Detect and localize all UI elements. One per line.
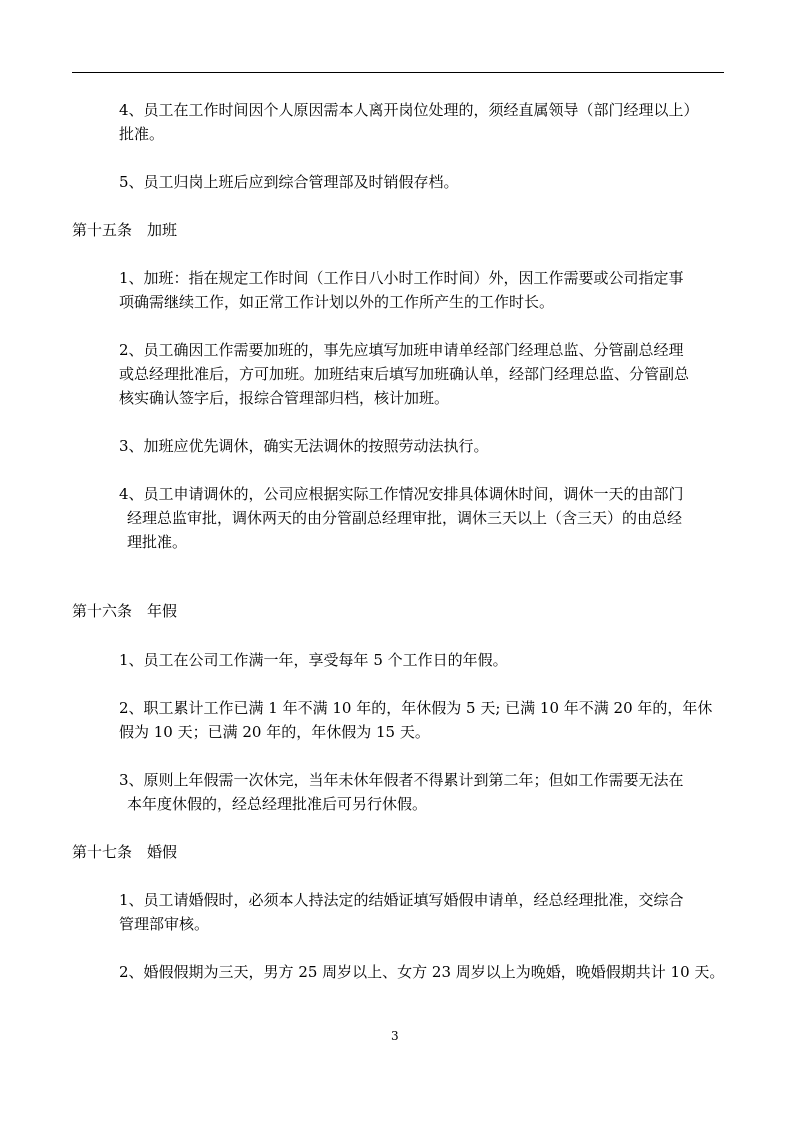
header-rule <box>72 72 724 73</box>
s15-item1-line2: 项确需继续工作，如正常工作计划以外的工作所产生的工作时长。 <box>119 293 555 311</box>
s16-item1-line1: 1、员工在公司工作满一年，享受每年 5 个工作日的年假。 <box>119 651 508 669</box>
s14-item4-line2: 批准。 <box>119 125 165 143</box>
article-17-heading: 第十七条 婚假 <box>72 843 178 861</box>
page-number: 3 <box>391 1029 399 1043</box>
article-16-heading: 第十六条 年假 <box>72 602 178 620</box>
s14-item4-line1: 4、员工在工作时间因个人原因需本人离开岗位处理的，须经直属领导（部门经理以上） <box>119 101 699 119</box>
s16-item2-line1: 2、职工累计工作已满 1 年不满 10 年的，年休假为 5 天; 已满 10 年不满 20 年的，年休 <box>119 699 713 717</box>
s14-item5-line1: 5、员工归岗上班后应到综合管理部及时销假存档。 <box>119 173 459 191</box>
s15-item3-line1: 3、加班应优先调休，确实无法调休的按照劳动法执行。 <box>119 437 489 455</box>
article-15-heading: 第十五条 加班 <box>72 221 178 239</box>
s15-item2-line2: 或总经理批准后，方可加班。加班结束后填写加班确认单，经部门经理总监、分管副总 <box>119 365 690 383</box>
s15-item4-line1: 4、员工申请调休的，公司应根据实际工作情况安排具体调休时间，调休一天的由部门 <box>119 485 684 503</box>
s15-item2-line3: 核实确认签字后，报综合管理部归档，核计加班。 <box>119 389 450 407</box>
s15-item2-line1: 2、员工确因工作需要加班的，事先应填写加班申请单经部门经理总监、分管副总经理 <box>119 341 684 359</box>
s16-item3-line1: 3、原则上年假需一次休完，当年未休年假者不得累计到第二年；但如工作需要无法在 <box>119 771 684 789</box>
s15-item4-line2: 经理总监审批，调休两天的由分管副总经理审批，调休三天以上（含三天）的由总经 <box>127 509 683 527</box>
s17-item2-line1: 2、婚假假期为三天，男方 25 周岁以上、女方 23 周岁以上为晚婚，晚婚假期共计 10 天。 <box>119 963 725 981</box>
s15-item4-line3: 理批准。 <box>127 533 188 551</box>
s17-item1-line2: 管理部审核。 <box>119 915 210 933</box>
s16-item2-line2: 假为 10 天；已满 20 年的，年休假为 15 天。 <box>119 723 430 741</box>
s17-item1-line1: 1、员工请婚假时，必须本人持法定的结婚证填写婚假申请单，经总经理批准，交综合 <box>119 891 684 909</box>
s15-item1-line1: 1、加班：指在规定工作时间（工作日八小时工作时间）外，因工作需要或公司指定事 <box>119 269 684 287</box>
s16-item3-line2: 本年度休假的，经总经理批准后可另行休假。 <box>127 795 428 813</box>
